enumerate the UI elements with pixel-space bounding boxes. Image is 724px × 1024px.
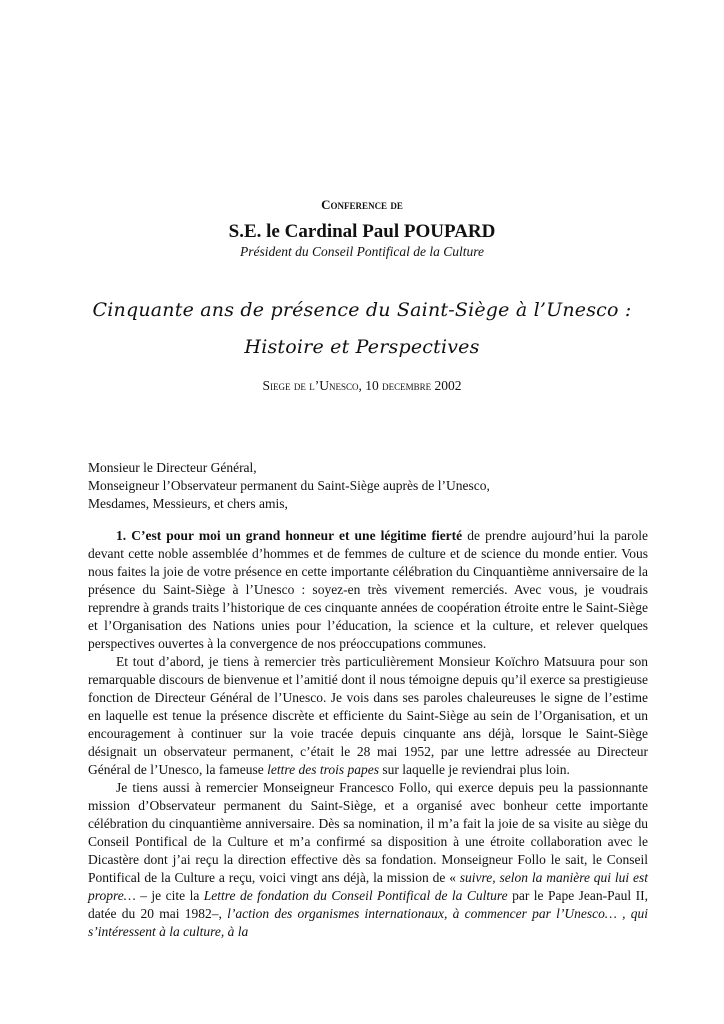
paragraph-1 [88, 527, 648, 653]
paragraph-italic: suivre, selon la manière qui lui est propre… [88, 870, 648, 903]
title-line-2: Histoire et Perspectives [244, 336, 480, 358]
body-text [88, 527, 648, 941]
paragraph-italic: Lettre de fondation du Conseil Pontifical de la Culture [203, 888, 508, 903]
venue-month: decembre [382, 378, 432, 393]
venue-year: 2002 [434, 378, 462, 393]
venue-date: Siege de l’Unesco, 10 decembre 2002 [262, 378, 462, 393]
paragraph-lead: 1. C’est pour moi un grand honneur et une légitime fierté [116, 528, 463, 543]
paragraph-text: Je tiens aussi à remercier Monseigneur Francesco Follo, qui exerce depuis peu la passionnante mission d’Observateur permanent du Saint-Siège, et a organisé avec bonheur cette importante célébration du cinquantième anniversaire. Dès sa nomination, il m’a fait la joie de sa visite au siège du Conseil Pontifical de la Culture et m’a confirmé sa disposition à une étroite collaboration avec le Dicastère dont j’ai reçu la direction effective dès sa fondation. Monseigneur Follo le sait, le Conseil Pontifical de la Culture a reçu, voici vingt ans déjà, la mission de « [88, 780, 648, 885]
paragraph-text: – je cite la [135, 888, 204, 903]
salutation-line: Monsieur le Directeur Général, [88, 460, 257, 475]
paragraph-text: Et tout d’abord, je tiens à remercier très particulièrement Monsieur Koïchro Matsuura pour son remarquable discours de bienvenue et l’amitié dont il nous témoigne depuis qu’il exerce sa prestigieuse fonction de Directeur Général de l’Unesco. Je vois dans ses paroles chaleureuses le signe de l’estime en laquelle est tenue la présence discrète et efficiente du Saint-Siège au sein de l’Organisation, et un encouragement à continuer sur la voie tracée depuis cinquante ans déjà, lorsque le Saint-Siège désignait un observateur permanent, c’était le 28 mai 1952, par une lettre adressée au Directeur Général de l’Unesco, la fameuse [88, 654, 648, 777]
salutation-line: Mesdames, Messieurs, et chers amis, [88, 496, 288, 511]
venue-day: 10 [365, 378, 379, 393]
paragraph-italic: lettre des trois papes [267, 762, 380, 777]
conference-label: Conference de [321, 197, 403, 212]
title-line-1: Cinquante ans de présence du Saint-Siège à l’Unesco : [92, 299, 632, 321]
paragraph-text: par le Pape Jean-Paul II, datée du 20 mai 1982–, [88, 888, 648, 921]
venue-name: Siege de l’Unesco [262, 378, 359, 393]
paragraph-text: de prendre aujourd’hui la parole devant cette noble assemblée d’hommes et de femmes de culture et de science du monde entier. Vous nous faites la joie de votre présence en cette importante célébration du Cinquantième anniversaire de la présence du Saint-Siège à l’Unesco : soyez-en très vivement remerciés. Avec vous, je voudrais reprendre à grands traits l’historique de ces cinquante années de coopération étroite entre le Saint-Siège et l’Organisation des Nations unies pour l’éducation, la science et la culture, et relever quelques perspectives ouvertes à la convergence de nos préoccupations communes. [88, 528, 648, 651]
speaker-name: S.E. le Cardinal Paul POUPARD [228, 221, 496, 242]
salutation-line: Monseigneur l’Observateur permanent du Saint-Siège auprès de l’Unesco, [88, 478, 490, 493]
speaker-role: Président du Conseil Pontifical de la Culture [240, 244, 484, 259]
paragraph-text: sur laquelle je reviendrai plus loin. [379, 762, 570, 777]
paragraph-3 [88, 779, 648, 941]
paragraph-2 [88, 653, 648, 779]
paragraph-italic: l’action des organismes internationaux, à commencer par l’Unesco… , qui s’intéressent à la culture, à la [88, 906, 648, 939]
